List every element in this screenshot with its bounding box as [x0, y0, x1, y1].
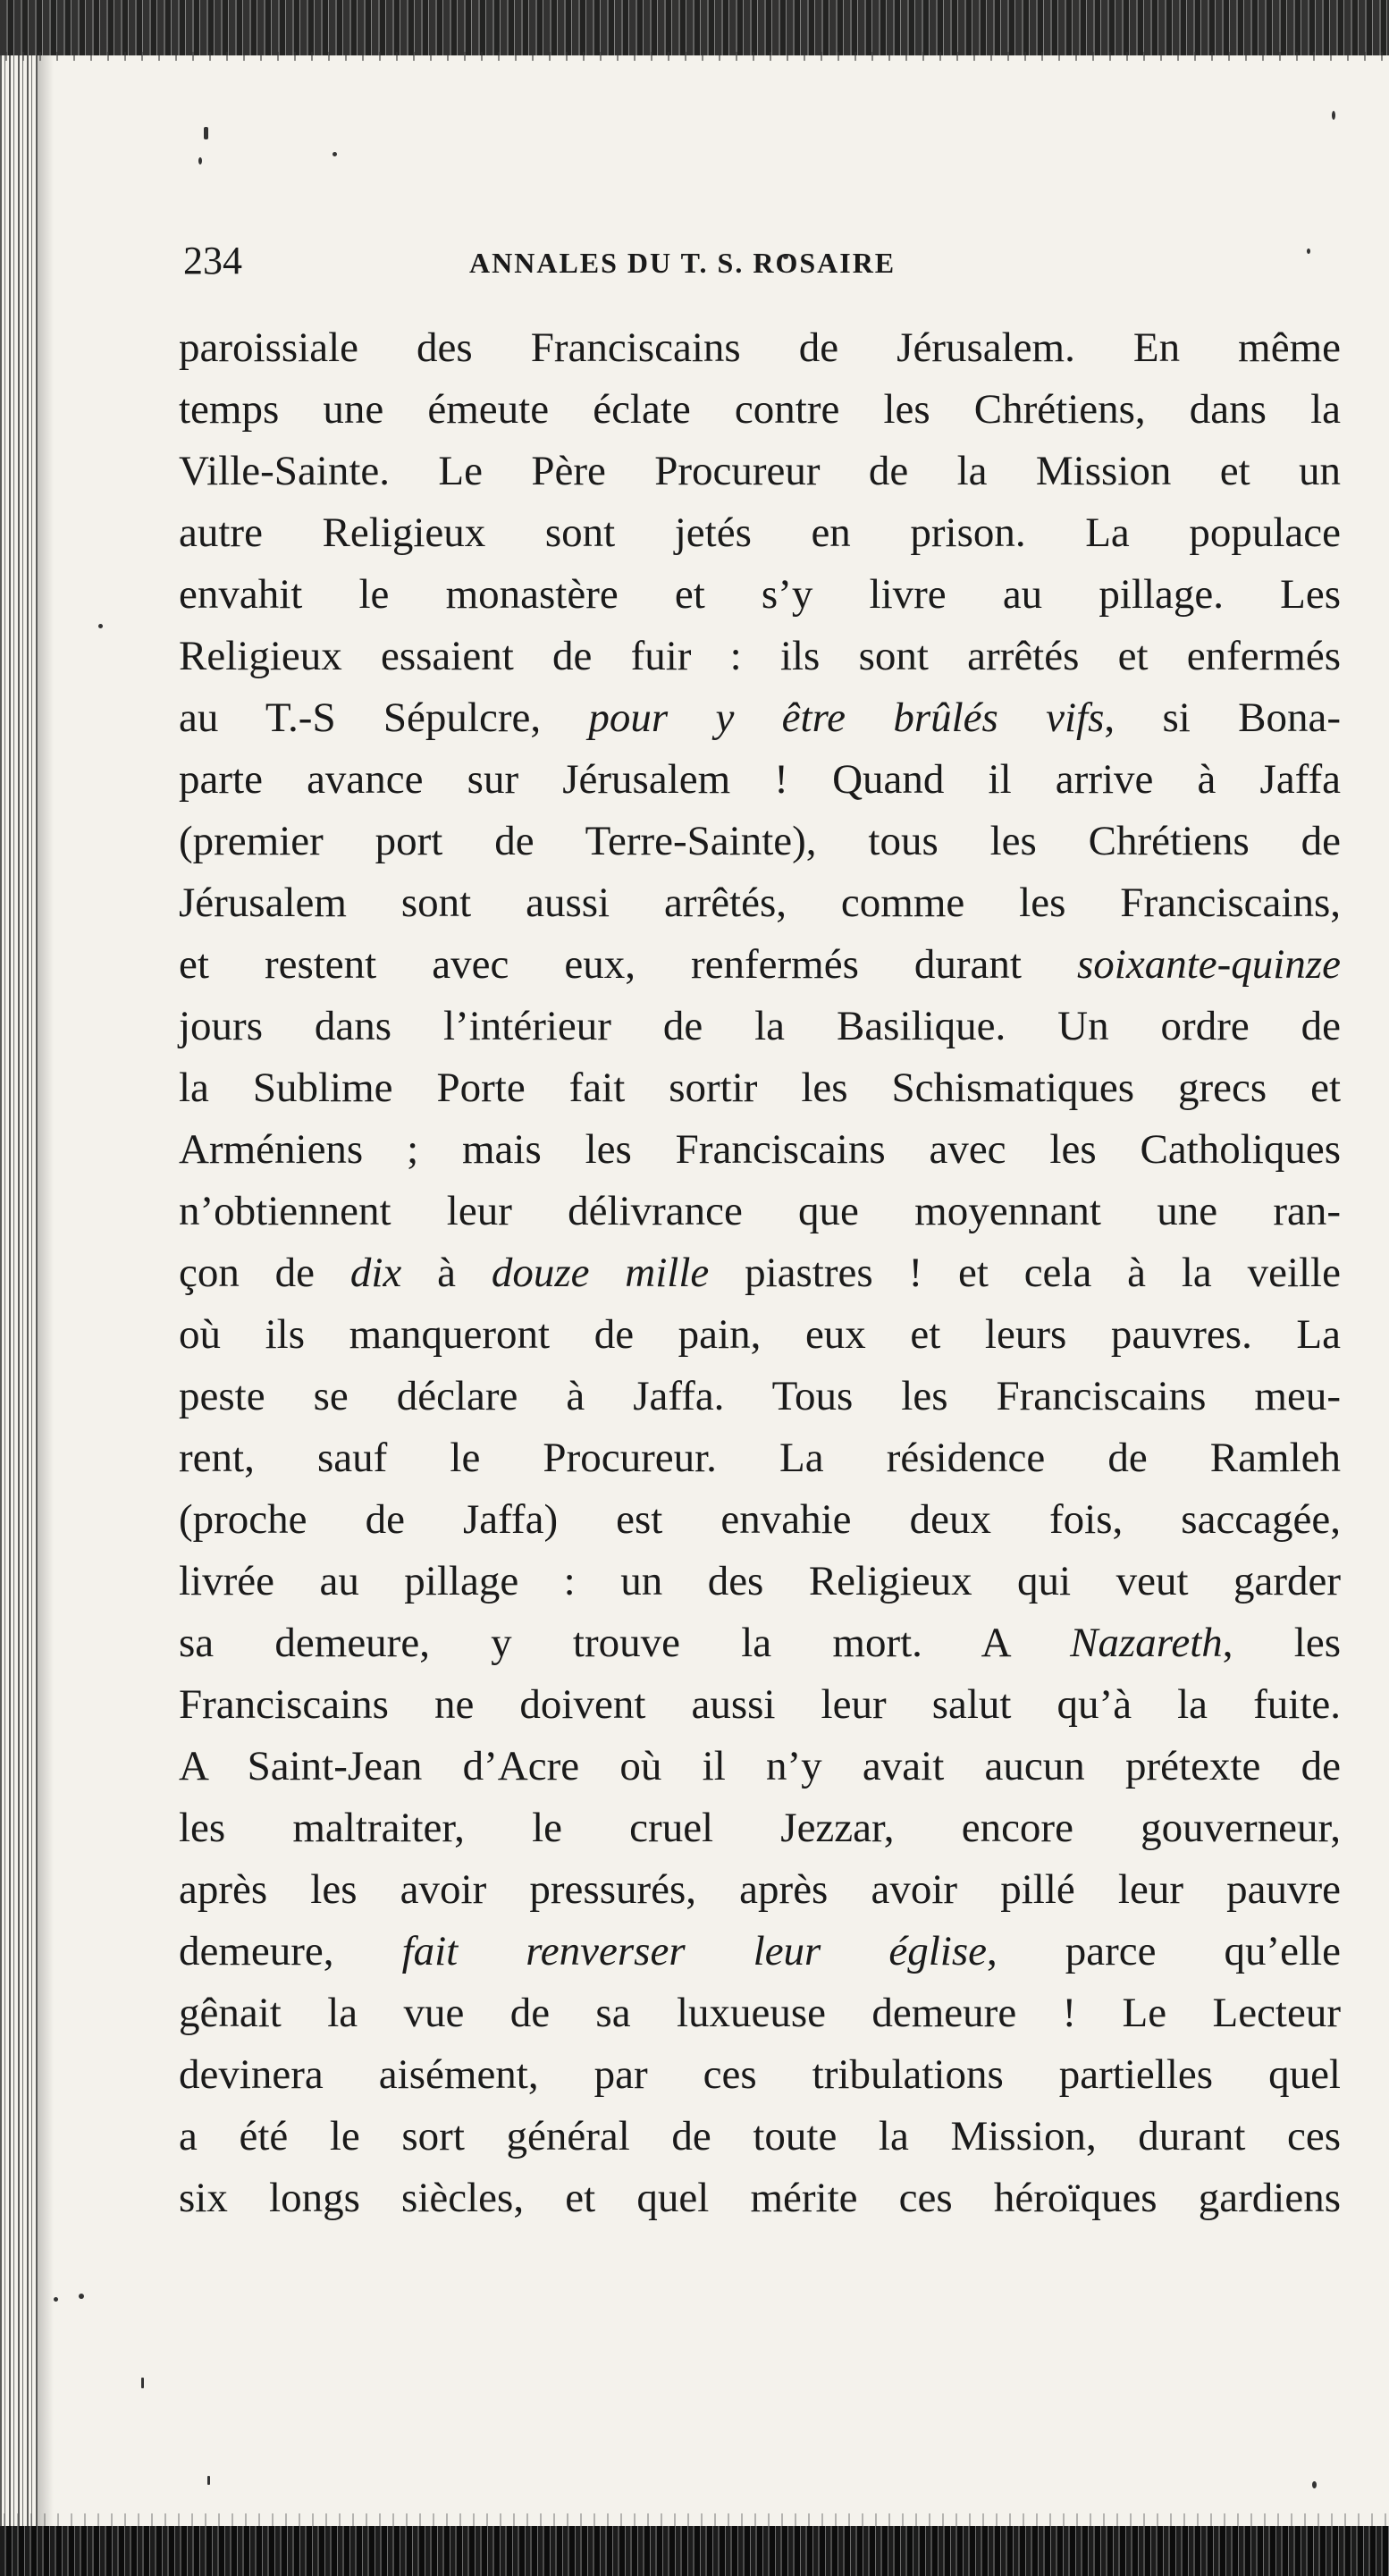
scan-speck [1332, 111, 1335, 120]
text-line: les maltraiter, le cruel Jezzar, encore gouverneur, [179, 1805, 1341, 1851]
text-line: sa demeure, y trouve la mort. A Nazareth, les [179, 1620, 1341, 1666]
italic-phrase: Nazareth [1070, 1620, 1223, 1666]
scan-binding-shadow [38, 55, 54, 2526]
text-line: envahit le monastère et s’y livre au pillage. Les [179, 571, 1341, 618]
text-line: la Sublime Porte fait sortir les Schismatiques grecs et [179, 1065, 1341, 1111]
text-line: et restent avec eux, renfermés durant soixante-quinze [179, 941, 1341, 988]
scan-bottom-border [0, 2526, 1389, 2576]
scan-speck [207, 2476, 210, 2485]
text-line: a été le sort général de toute la Mission, durant ces [179, 2113, 1341, 2159]
text-line: peste se déclare à Jaffa. Tous les Franciscains meu- [179, 1373, 1341, 1419]
scan-speck [1312, 2481, 1317, 2488]
text-line: au T.-S Sépulcre, pour y être brûlés vifs, si Bona- [179, 695, 1341, 741]
body-text [179, 317, 1341, 2229]
text-line: Religieux essaient de fuir : ils sont arrêtés et enfermés [179, 633, 1341, 679]
scan-top-border [0, 0, 1389, 55]
scan-speck [79, 2294, 84, 2299]
text-line: A Saint-Jean d’Acre où il n’y avait aucun prétexte de [179, 1743, 1341, 1789]
italic-phrase: douze mille [491, 1250, 710, 1296]
text-line: gênait la vue de sa luxueuse demeure ! Le Lecteur [179, 1990, 1341, 2036]
text-line: rent, sauf le Procureur. La résidence de Ramleh [179, 1435, 1341, 1481]
scan-speck [98, 624, 103, 628]
text-line: (premier port de Terre-Sainte), tous les Chrétiens de [179, 818, 1341, 864]
italic-phrase: soixante-quinze [1077, 941, 1341, 988]
text-line: après les avoir pressurés, après avoir pillé leur pauvre [179, 1866, 1341, 1913]
text-line: livrée au pillage : un des Religieux qui veut garder [179, 1558, 1341, 1604]
scan-speck [141, 2378, 144, 2388]
text-line: autre Religieux sont jetés en prison. La populace [179, 509, 1341, 556]
page-header [183, 234, 1345, 288]
text-line: Jérusalem sont aussi arrêtés, comme les Franciscains, [179, 880, 1341, 926]
scan-speck [204, 127, 208, 139]
text-line: jours dans l’intérieur de la Basilique. Un ordre de [179, 1003, 1341, 1049]
text-line: temps une émeute éclate contre les Chrétiens, dans la [179, 386, 1341, 433]
text-line: Arméniens ; mais les Franciscains avec les Catholiques [179, 1126, 1341, 1173]
italic-phrase: pour y être brûlés vifs [588, 695, 1105, 741]
text-line: six longs siècles, et quel mérite ces héroïques gardiens [179, 2175, 1341, 2221]
scan-bottom-border-edge [0, 2513, 1389, 2526]
page-number: 234 [183, 239, 242, 282]
text-line: devinera aisément, par ces tribulations partielles quel [179, 2051, 1341, 2098]
running-head: ANNALES DU T. S. ROSAIRE [469, 247, 897, 279]
text-line: (proche de Jaffa) est envahie deux fois, saccagée, [179, 1496, 1341, 1543]
text-line: çon de dix à douze mille piastres ! et cela à la veille [179, 1250, 1341, 1296]
scan-speck [54, 2297, 58, 2302]
text-line: où ils manqueront de pain, eux et leurs pauvres. La [179, 1311, 1341, 1358]
italic-phrase: fait renverser leur église [401, 1928, 987, 1974]
italic-phrase: dix [349, 1250, 402, 1296]
scan-speck [198, 157, 202, 164]
text-line: n’obtiennent leur délivrance que moyennant une ran- [179, 1188, 1341, 1234]
scan-speck [333, 152, 337, 156]
text-line: parte avance sur Jérusalem ! Quand il arrive à Jaffa [179, 756, 1341, 803]
text-line: demeure, fait renverser leur église, parce qu’elle [179, 1928, 1341, 1974]
scan-binding-edge [0, 55, 38, 2526]
scan-top-border-edge [0, 52, 1389, 61]
text-line: Franciscains ne doivent aussi leur salut qu’à la fuite. [179, 1681, 1341, 1728]
text-line: paroissiale des Franciscains de Jérusalem. En même [179, 324, 1341, 371]
text-line: Ville-Sainte. Le Père Procureur de la Mission et un [179, 448, 1341, 494]
